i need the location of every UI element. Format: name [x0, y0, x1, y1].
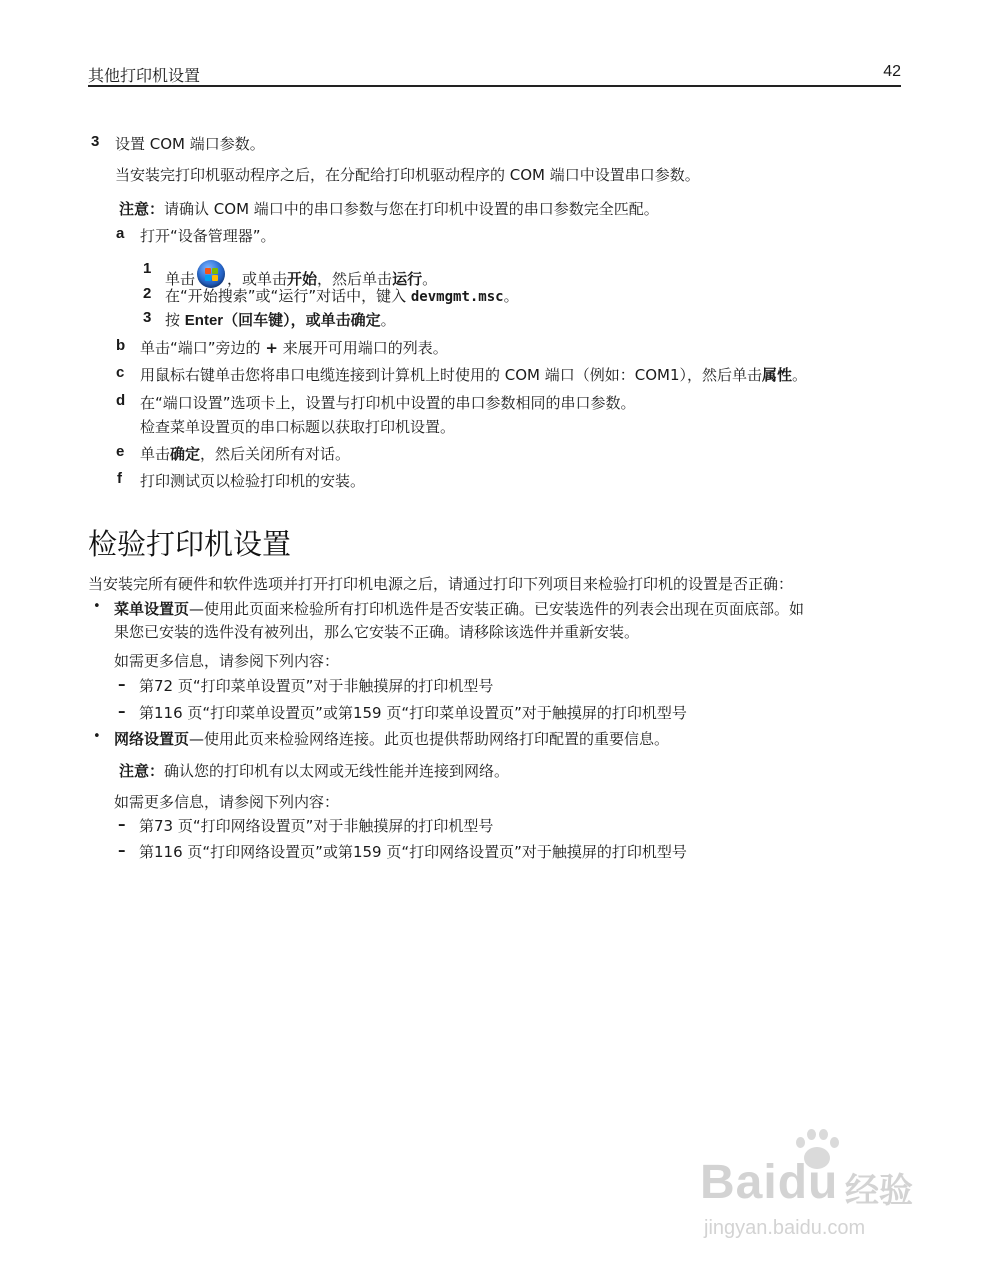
- step-number-3: 3: [91, 133, 100, 150]
- substep-e-line: [140, 443, 350, 464]
- bullet-2-text: —使用此页来检验网络连接。此页也提供帮助网络打印配置的重要信息。: [189, 730, 670, 748]
- bullet-2-more-info: 如需更多信息，请参阅下列内容：: [114, 793, 340, 811]
- e-ok-label: 确定: [170, 445, 201, 463]
- sub-3-pre: 按: [165, 311, 181, 329]
- substep-f-text: 打印测试页以检验打印机的安装。: [140, 472, 366, 490]
- substep-c-line: [140, 364, 807, 385]
- sub-1-pre: 单击: [165, 270, 196, 288]
- plus-symbol: +: [265, 339, 278, 357]
- dash-marker: –: [118, 815, 126, 833]
- substep-a-text: 打开“设备管理器”。: [140, 227, 276, 245]
- section-intro: 当安装完所有硬件和软件选项并打开打印机电源之后，请通过打印下列项目来检验打印机的设置是否正确：: [88, 575, 794, 593]
- bullet-2-marker: •: [93, 729, 101, 744]
- substep-letter-a: a: [116, 225, 125, 242]
- note-text: 确认您的打印机有以太网或无线性能并连接到网络。: [164, 762, 510, 780]
- sub-1-mid: ，或单击: [227, 270, 288, 288]
- running-header-title: 其他打印机设置: [88, 66, 201, 85]
- windows-start-icon: [197, 260, 225, 288]
- watermark-url: jingyan.baidu.com: [704, 1217, 866, 1239]
- c-end: 。: [792, 366, 808, 384]
- substep-b-line: [140, 337, 448, 358]
- step-3-note: [119, 198, 659, 219]
- c-pre: 用鼠标右键单击您将串口电缆连接到计算机上时使用的 COM 端口（例如：COM1），然后单击: [140, 366, 763, 384]
- sub-1-mid2: ，然后单击: [317, 270, 393, 288]
- sub-1-end: 。: [422, 270, 438, 288]
- bullet-2-ref-1: 第73 页“打印网络设置页”对于非触摸屏的打印机型号: [139, 817, 494, 835]
- substep-letter-c: c: [116, 364, 125, 381]
- sub-3-line: [165, 309, 396, 330]
- menu-settings-page-term: 菜单设置页: [114, 600, 190, 618]
- substep-letter-e: e: [116, 443, 125, 460]
- run-label: 运行: [392, 270, 423, 288]
- bullet-2-line: [114, 728, 669, 749]
- note-label: 注意：: [119, 762, 165, 780]
- command-text: devmgmt.msc: [410, 289, 504, 305]
- dash-marker: –: [118, 675, 126, 693]
- bullet-1-line2: 果您已安装的选件没有被列出，那么它安装不正确。请移除该选件并重新安装。: [114, 623, 640, 641]
- substep-d-line1: 在“端口设置”选项卡上，设置与打印机中设置的串口参数相同的串口参数。: [140, 394, 636, 412]
- sub-number-3: 3: [143, 309, 152, 326]
- bullet-1-marker: •: [93, 599, 101, 614]
- header-rule: [88, 85, 901, 87]
- watermark-cn: 经验: [845, 1171, 913, 1211]
- b-pre: 单击“端口”旁边的: [140, 339, 261, 357]
- dash-marker: –: [118, 702, 126, 720]
- e-pre: 单击: [140, 445, 171, 463]
- dash-marker: –: [118, 841, 126, 859]
- b-post: 来展开可用端口的列表。: [282, 339, 448, 357]
- step-3-intro: 当安装完打印机驱动程序之后，在分配给打印机驱动程序的 COM 端口中设置串口参数。: [115, 166, 700, 184]
- properties-label: 属性: [762, 366, 793, 384]
- note-text: 请确认 COM 端口中的串口参数与您在打印机中设置的串口参数完全匹配。: [164, 200, 659, 218]
- enter-key-label: Enter: [184, 312, 224, 329]
- bullet-2-ref-2: 第116 页“打印网络设置页”或第159 页“打印网络设置页”对于触摸屏的打印机型号: [139, 843, 687, 861]
- start-label: 开始: [287, 270, 318, 288]
- ok-label: 确定: [350, 311, 381, 329]
- substep-letter-f: f: [117, 470, 122, 487]
- bullet-1-ref-1: 第72 页“打印菜单设置页”对于非触摸屏的打印机型号: [139, 677, 494, 695]
- sub-number-1: 1: [143, 260, 152, 277]
- note-label: 注意：: [119, 200, 165, 218]
- watermark-brand: Baidu: [700, 1156, 839, 1209]
- bullet-2-note: [119, 760, 509, 781]
- bullet-1-text: —使用此页面来检验所有打印机选件是否安装正确。已安装选件的列表会出现在页面底部。如: [189, 600, 805, 618]
- baidu-jingyan-watermark: [700, 1125, 940, 1255]
- bullet-1-line1: [114, 598, 804, 619]
- step-3-text: 设置 COM 端口参数。: [115, 135, 265, 153]
- sub-3-end: 。: [380, 311, 396, 329]
- substep-d-line2: 检查菜单设置页的串口标题以获取打印机设置。: [140, 418, 456, 436]
- bullet-1-more-info: 如需更多信息，请参阅下列内容：: [114, 652, 340, 670]
- section-heading: 检验打印机设置: [88, 527, 292, 561]
- page-number: 42: [883, 63, 901, 80]
- sub-2-text: 在“开始搜索”或“运行”对话中，键入: [165, 287, 407, 305]
- sub-3-mid: （回车键），或单击: [223, 311, 351, 329]
- bullet-1-ref-2: 第116 页“打印菜单设置页”或第159 页“打印菜单设置页”对于触摸屏的打印机型号: [139, 704, 687, 722]
- substep-letter-b: b: [116, 337, 126, 354]
- sub-number-2: 2: [143, 285, 152, 302]
- network-settings-page-term: 网络设置页: [114, 730, 190, 748]
- e-post: ，然后关闭所有对话。: [200, 445, 351, 463]
- sub-2-line: [165, 285, 519, 306]
- substep-letter-d: d: [116, 392, 126, 409]
- sub-2-end: 。: [503, 287, 519, 305]
